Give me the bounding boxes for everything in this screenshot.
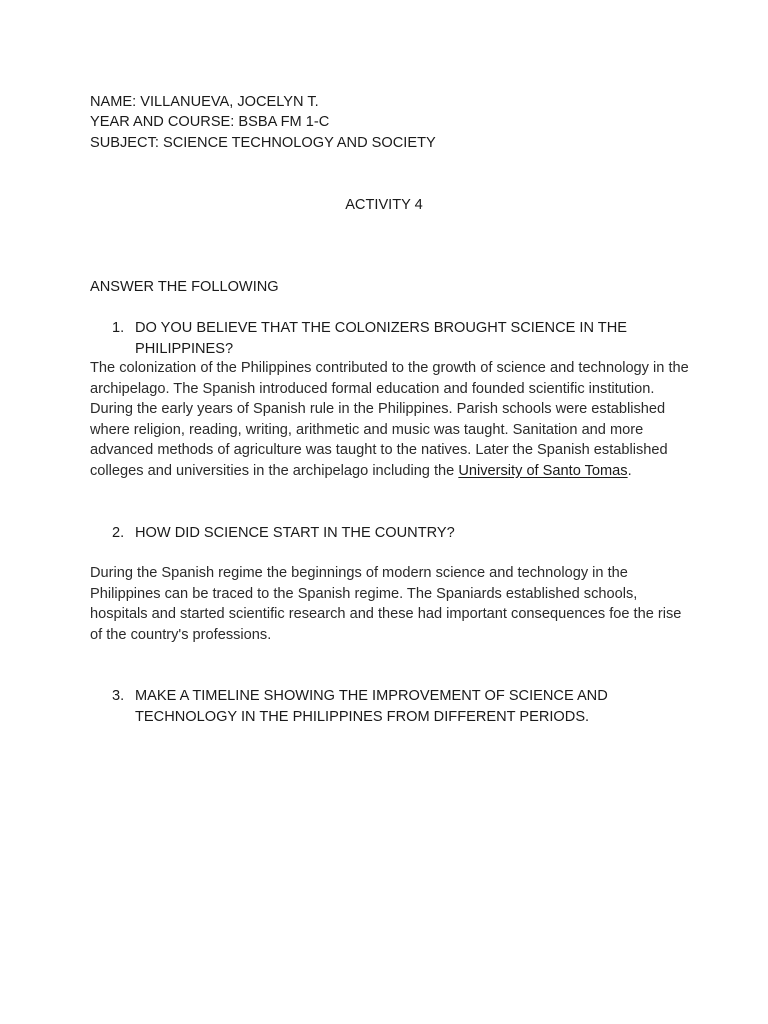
question-1-text: DO YOU BELIEVE THAT THE COLONIZERS BROUGHT SCIENCE IN THE PHILIPPINES?: [135, 320, 627, 357]
question-1-number: 1.: [112, 320, 125, 336]
university-of-santo-tomas-link[interactable]: University of Santo Tomas: [458, 462, 628, 479]
subject: SUBJECT: SCIENCE TECHNOLOGY AND SOCIETY: [90, 135, 436, 151]
answer-1-end: .: [627, 462, 632, 479]
year-and-course: YEAR AND COURSE: BSBA FM 1-C: [90, 114, 330, 130]
question-1-answer: [90, 358, 690, 481]
student-name: NAME: VILLANUEVA, JOCELYN T.: [90, 94, 319, 110]
activity-title: ACTIVITY 4: [345, 197, 423, 213]
question-2-answer: During the Spanish regime the beginnings of modern science and technology in the Philippines can be traced to the Spanish regime. The Spaniards established schools, hospitals and started scientific research and these had important consequences foe the rise of the country's professions.: [90, 565, 682, 643]
answer-1-text: The colonization of the Philippines contributed to the growth of science and technology in the archipelago. The Spanish introduced formal education and founded scientific institution. During the early years of Spanish rule in the Philippines. Parish schools were established where religion, reading, writing, arithmetic and music was taught. Sanitation and more advanced methods of agriculture was taught to the natives. Later the Spanish established colleges and universities in the archipelago including the: [90, 360, 689, 479]
question-3-number: 3.: [112, 688, 125, 704]
question-3-text: MAKE A TIMELINE SHOWING THE IMPROVEMENT OF SCIENCE AND TECHNOLOGY IN THE PHILIPPINES FROM DIFFERENT PERIODS.: [135, 688, 608, 725]
question-2-number: 2.: [112, 525, 125, 541]
instruction: ANSWER THE FOLLOWING: [90, 279, 279, 295]
question-2-text: HOW DID SCIENCE START IN THE COUNTRY?: [135, 525, 455, 541]
